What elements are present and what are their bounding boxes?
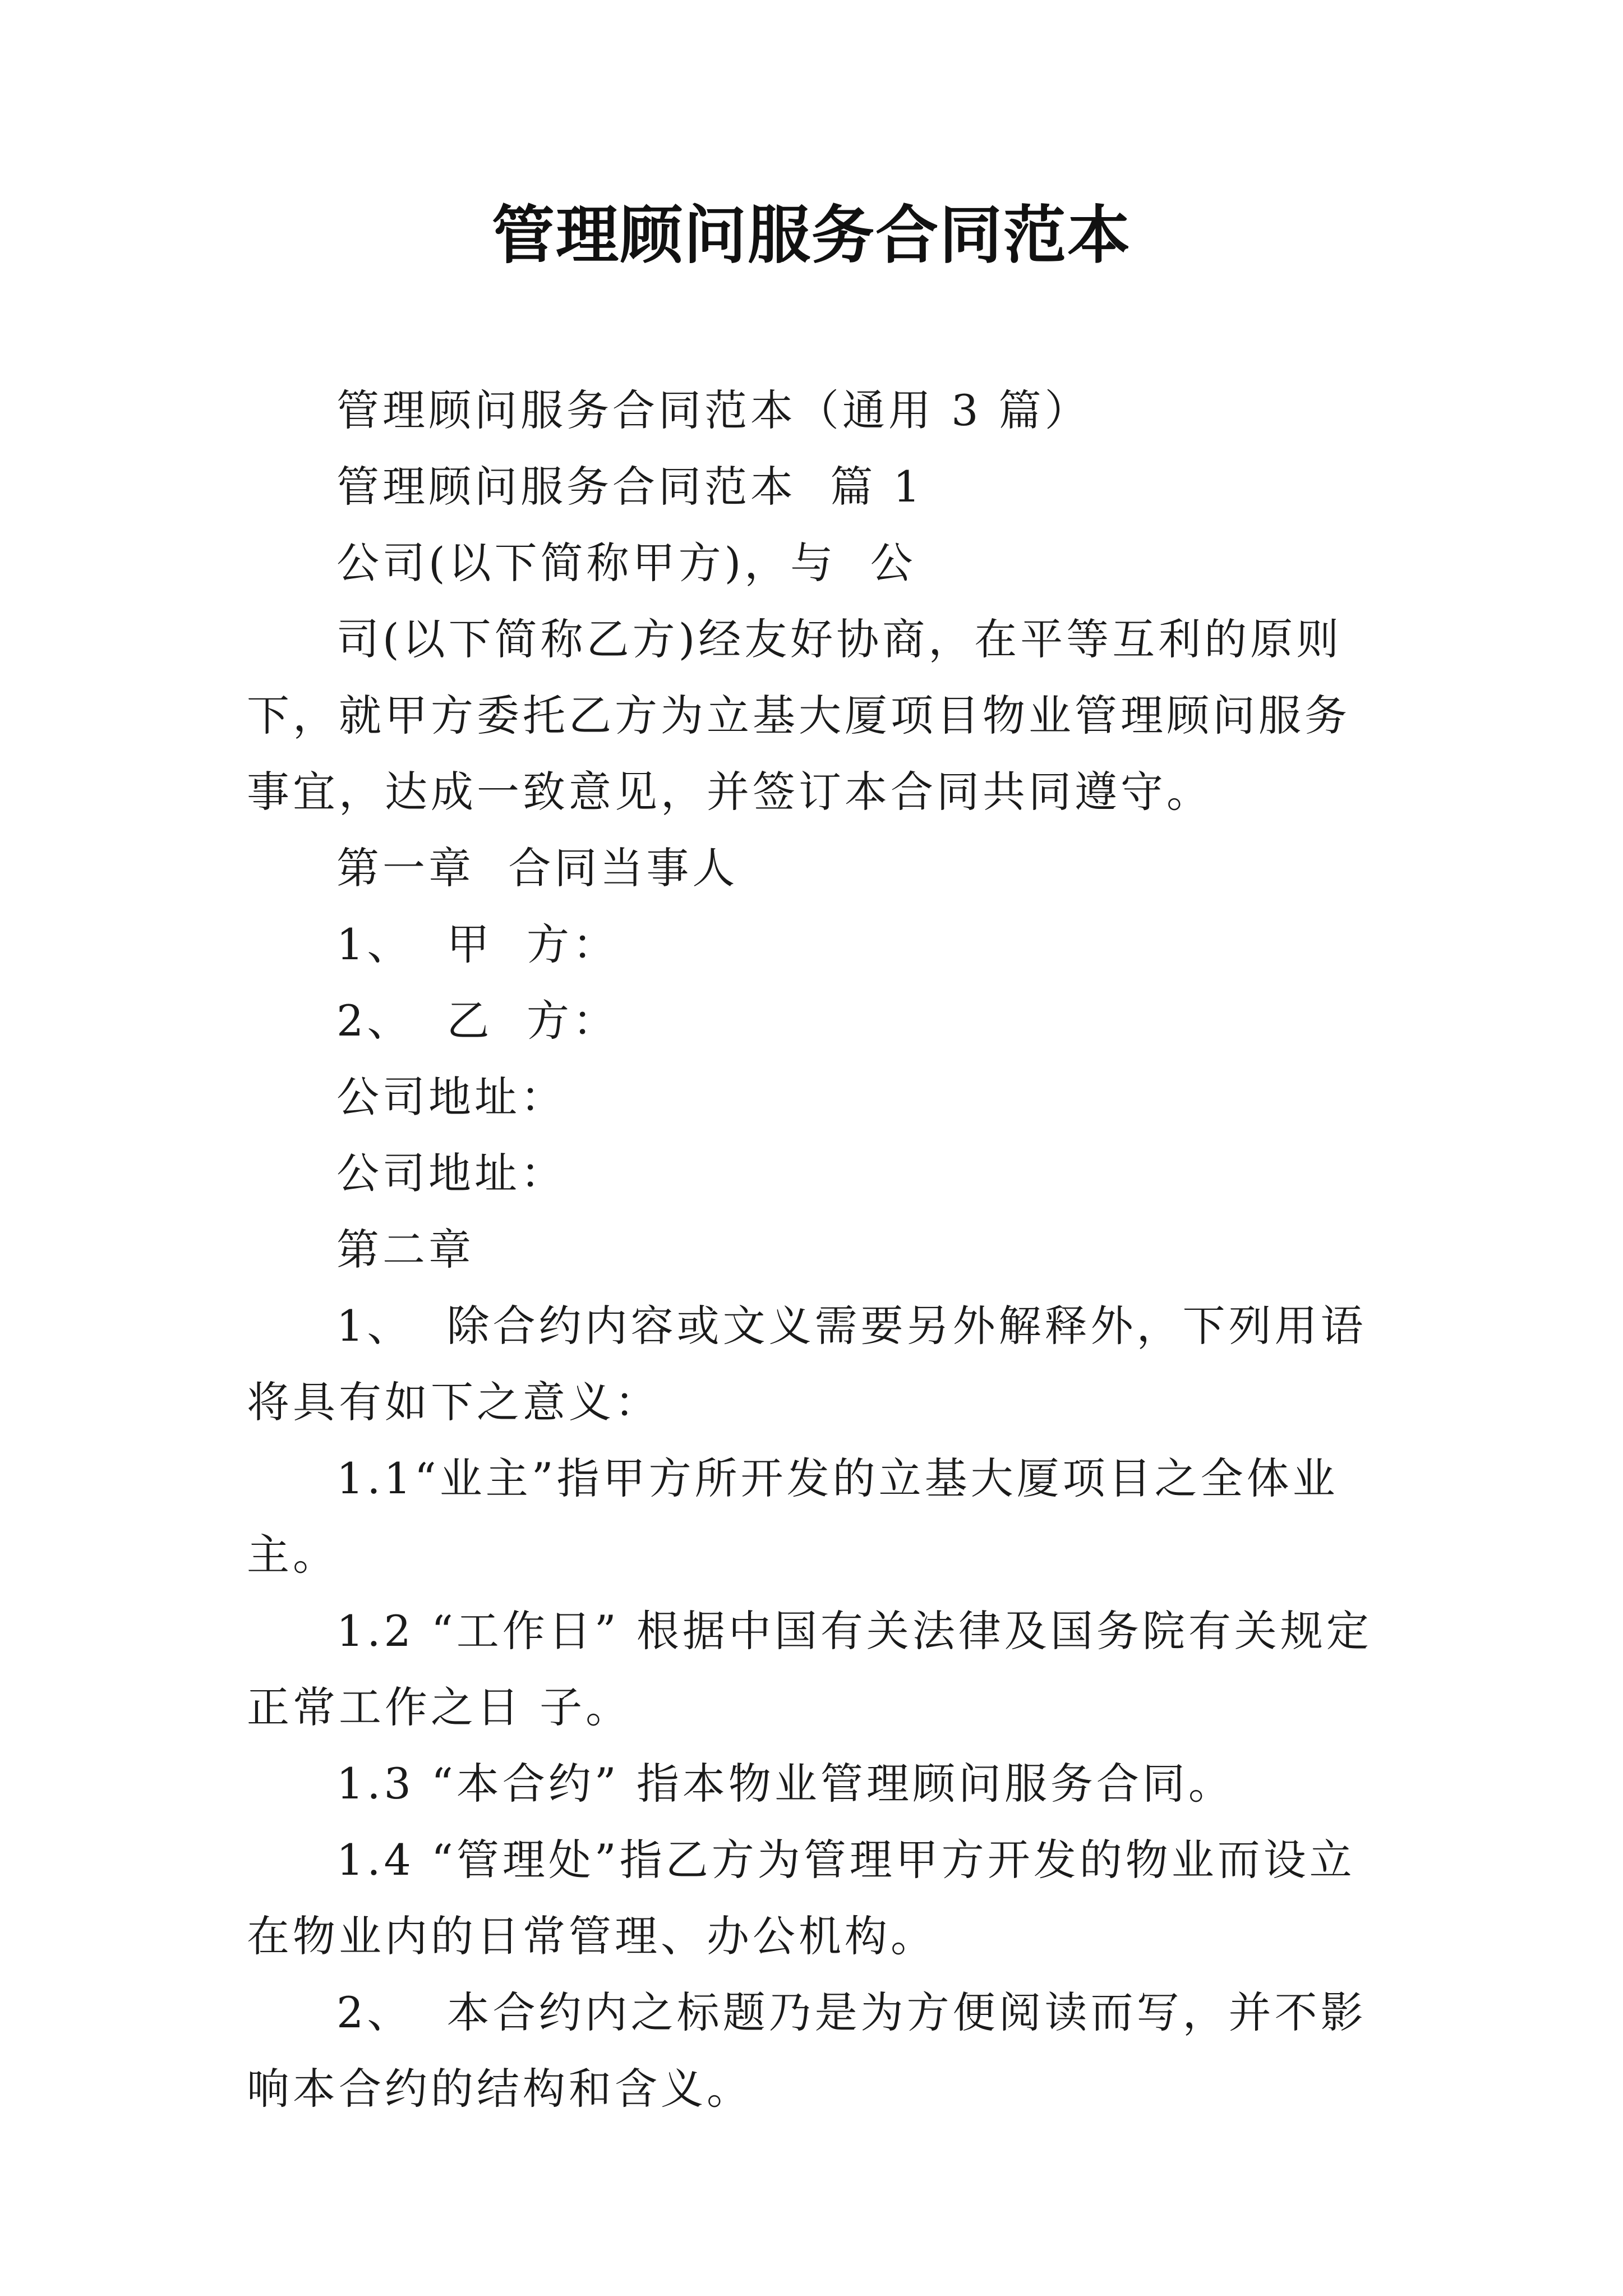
- clause-1-3: 1.3 “本合约” 指本物业管理顾问服务合同。: [336, 1759, 1234, 1809]
- clause-1-1: 1.1“业主”指甲方所开发的立基大厦项目之全体业主。: [247, 1453, 1339, 1580]
- clause-2: 2、 本合约内之标题乃是为方便阅读而写，并不影响本合约的结构和含义。: [247, 1987, 1367, 2114]
- paragraph-4: 司(以下简称乙方)经友好协商，在平等互利的原则下，就甲方委托乙方为立基大厦项目物业管理顾问服务事宜，达成一致意见，并签订本合同共同遵守。: [247, 614, 1350, 817]
- company-address-b: 公司地址：: [336, 1148, 566, 1198]
- party-b-line: 2、 乙 方：: [336, 996, 619, 1046]
- clause-1-4: 1.4 “管理处”指乙方为管理甲方开发的物业而设立在物业内的日常管理、办公机构。: [247, 1835, 1355, 1961]
- clause-1-2: 1.2 “工作日” 根据中国有关法律及国务院有关规定正常工作之日 子。: [247, 1606, 1372, 1732]
- paragraph-1: 管理顾问服务合同范本（通用 3 篇）: [336, 385, 1091, 435]
- clause-1: 1、 除合约内容或文义需要另外解释外，下列用语将具有如下之意义：: [247, 1301, 1367, 1427]
- paragraph-3: 公司(以下简称甲方)，与 公: [336, 538, 916, 588]
- chapter-1-heading: 第一章 合同当事人: [336, 843, 739, 893]
- document-title: 管理顾问服务合同范本: [492, 199, 1131, 272]
- company-address-a: 公司地址：: [336, 1072, 566, 1122]
- party-a-line: 1、 甲 方：: [336, 919, 619, 969]
- chapter-2-heading: 第二章: [336, 1225, 474, 1274]
- document-body: [247, 372, 1391, 2127]
- paragraph-2: 管理顾问服务合同范本 篇 1: [336, 462, 924, 512]
